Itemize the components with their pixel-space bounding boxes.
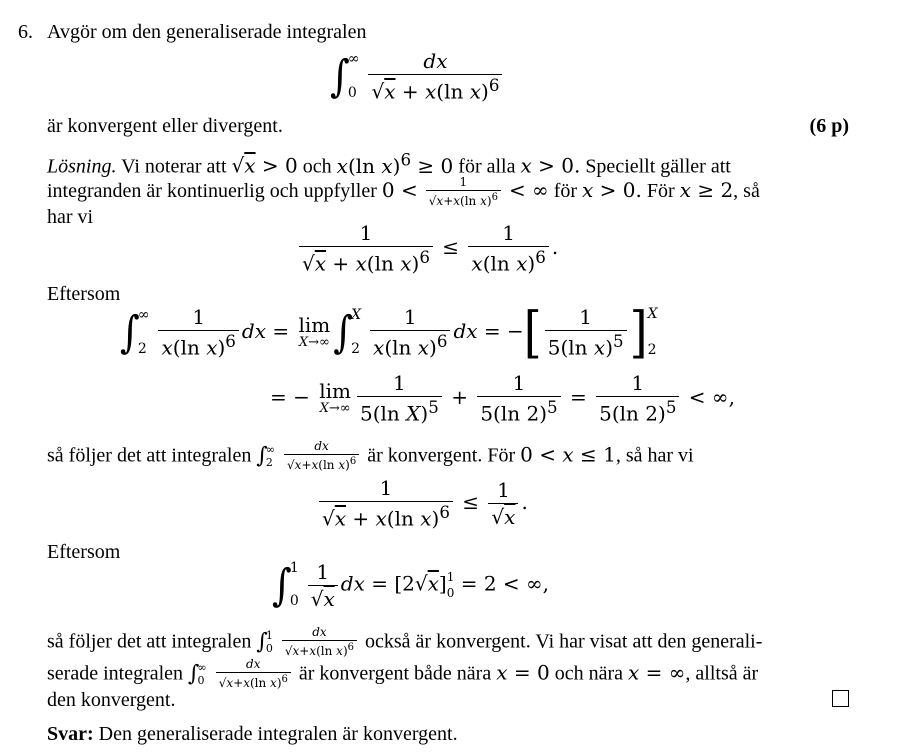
problem-statement: Avgör om den generaliserade integralen — [47, 21, 367, 43]
problem-question: är konvergent eller divergent. — [47, 115, 283, 137]
since-label-1: Eftersom — [47, 283, 121, 305]
inequality-1: $\frac{1}{√x + x(\ln x)^6}$ ≤ $\frac{1}{x(\ln x)^6}$ . — [296, 222, 558, 275]
qed-square-icon — [832, 690, 849, 707]
since-label-2: Eftersom — [47, 541, 121, 563]
solution-line-3: har vi — [47, 206, 94, 228]
solution-follows-2: så följer det att integralen ∫ 1 0 $\frac{dx}{√x+x(\ln x)^6}$ också är konvergent. Vi har visat att den generali- — [47, 625, 763, 659]
answer-text: Den generaliserade integralen är konvergent. — [98, 723, 458, 745]
solution-follows-4: den konvergent. — [47, 689, 176, 711]
solution-label: Lösning. — [47, 155, 117, 178]
problem-points: (6 p) — [809, 115, 849, 137]
solution-follows-1: så följer det att integralen ∫ ∞ 2 $\frac{dx}{√x+x(\ln x)^6}$ är konvergent. För 0 < x ≤ 1, så har vi — [47, 439, 694, 473]
answer-label: Svar: — [47, 723, 94, 745]
inequality-2: $\frac{1}{√x + x(\ln x)^6}$ ≤ $\frac{1}{√x}$ . — [316, 477, 528, 530]
answer-line — [47, 722, 849, 746]
integral-0-1: ∫ 1 0 $\frac{1}{√x}$ dx = [2√x] 1 0 = 2 < ∞, — [272, 559, 550, 611]
limit-equation-2: = − lim X→∞ $\frac{1}{5(\ln X)^5}$ + $\frac{1}{5(\ln 2)^5}$ = $\frac{1}{5(\ln 2)^5}$ < ∞, — [270, 371, 735, 426]
problem-number: 6. — [18, 21, 33, 43]
solution-line-2: integranden är kontinuerlig och uppfyller 0 < $\frac{1}{√x+x(\ln x)^6}$ < ∞ för x > 0. För x ≥ 2, så — [47, 175, 760, 209]
solution-follows-3: serade integralen ∫ ∞ 0 $\frac{dx}{√x+x(\ln x)^6}$ är konvergent både nära x = 0 och nära x = ∞, alltså är — [47, 657, 759, 691]
limit-equation-1: ∫ ∞ 2 $\frac{1}{x(\ln x)^6}$ dx = lim X→∞ ∫ X 2 $\frac{1}{x(\ln x)^6}$ dx = −[ $\frac{1}{5(\ln x)^5}$ ] X 2 — [120, 299, 658, 365]
main-integral: ∫ ∞ 0 $\frac{dx}{√x + x(\ln x)^6}$ — [330, 50, 505, 103]
solution-line-1: Lösning. Vi noterar att √x > 0 och x(ln x)$^6$ ≥ 0 för alla x > 0. Speciellt gäller att — [47, 150, 731, 178]
